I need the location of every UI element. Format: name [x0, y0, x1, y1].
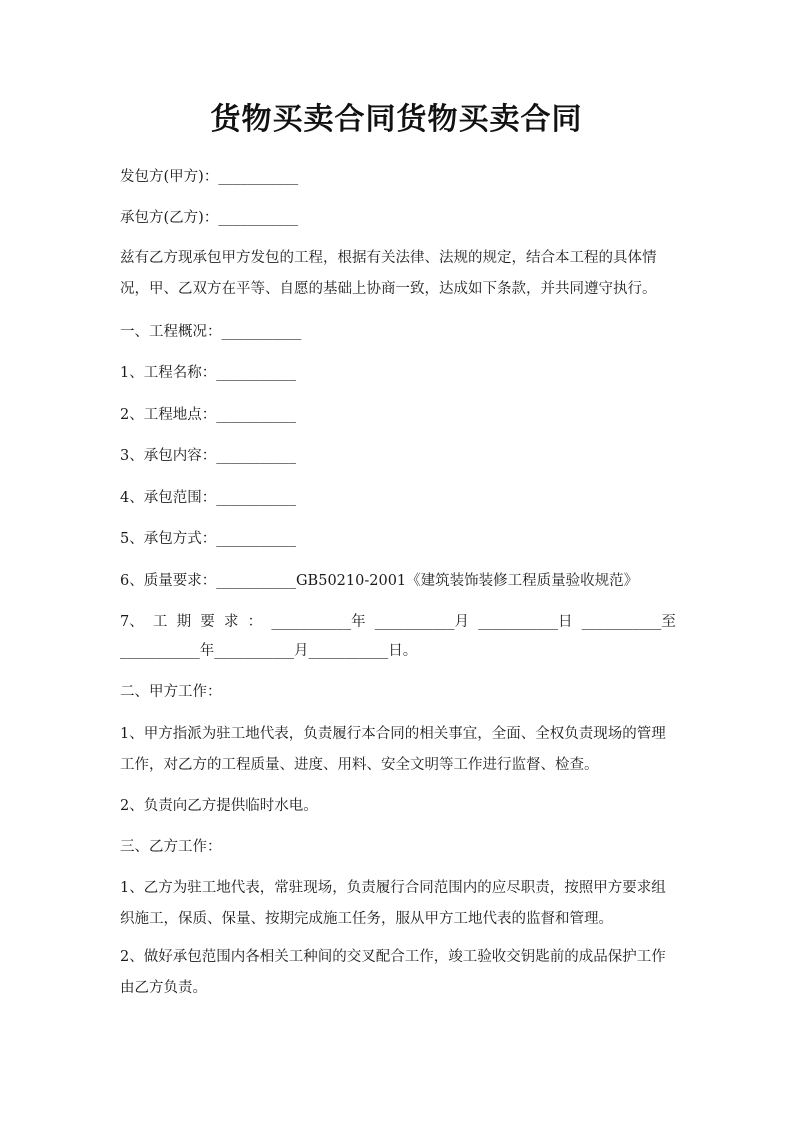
party-a-duty-1: 1、甲方指派为驻工地代表，负责履行本合同的相关事宜，全面、全权负责现场的管理工作，对乙方的工程质量、进度、用料、安全文明等工作进行监督、检查。 [120, 726, 666, 773]
schedule-token: 期 [176, 614, 192, 630]
schedule-token: 7、 [120, 614, 144, 630]
schedule-token: ___________至 [581, 614, 676, 630]
section2-heading: 二、甲方工作： [120, 684, 222, 700]
schedule-item-line1 [120, 612, 676, 632]
contract-method-item: 5、承包方式：___________ [120, 531, 296, 547]
schedule-token: 工 [152, 614, 168, 630]
schedule-token: ___________月 [374, 614, 470, 630]
contract-content-item: 3、承包内容：___________ [120, 448, 296, 464]
schedule-token: 要 [200, 614, 215, 630]
schedule-token: ___________日 [478, 614, 573, 630]
party-b-duty-1: 1、乙方为驻工地代表，常驻现场，负责履行合同范围内的应尽职责，按照甲方要求组织施工，保质、保量、按期完成施工任务，服从甲方工地代表的监督和管理。 [120, 880, 666, 927]
preamble-paragraph: 兹有乙方现承包甲方发包的工程，根据有关法律、法规的规定，结合本工程的具体情况，甲、乙双方在平等、自愿的基础上协商一致，达成如下条款，并共同遵守执行。 [120, 250, 657, 297]
schedule-token: ： [247, 614, 263, 630]
party-a-line: 发包方(甲方)：___________ [120, 169, 299, 185]
project-name-item: 1、工程名称：___________ [120, 365, 296, 381]
section3-heading: 三、乙方工作： [120, 839, 222, 855]
project-location-item: 2、工程地点：___________ [120, 407, 296, 423]
quality-requirement-item: 6、质量要求：___________GB50210-2001《建筑装饰装修工程质量验收规范》 [120, 573, 639, 589]
schedule-token: 求 [223, 614, 239, 630]
party-b-line: 承包方(乙方)：___________ [120, 210, 299, 226]
party-b-duty-2: 2、做好承包范围内各相关工种间的交叉配合工作，竣工验收交钥匙前的成品保护工作由乙方负责。 [120, 949, 666, 996]
section1-heading: 一、工程概况：___________ [120, 324, 302, 340]
contract-scope-item: 4、承包范围：___________ [120, 490, 296, 506]
document-title: 货物买卖合同货物买卖合同 [210, 102, 583, 137]
party-a-duty-2: 2、负责向乙方提供临时水电。 [120, 798, 318, 814]
schedule-item-line2: ___________年___________月___________日。 [120, 643, 418, 659]
schedule-token: ___________年 [271, 614, 366, 630]
